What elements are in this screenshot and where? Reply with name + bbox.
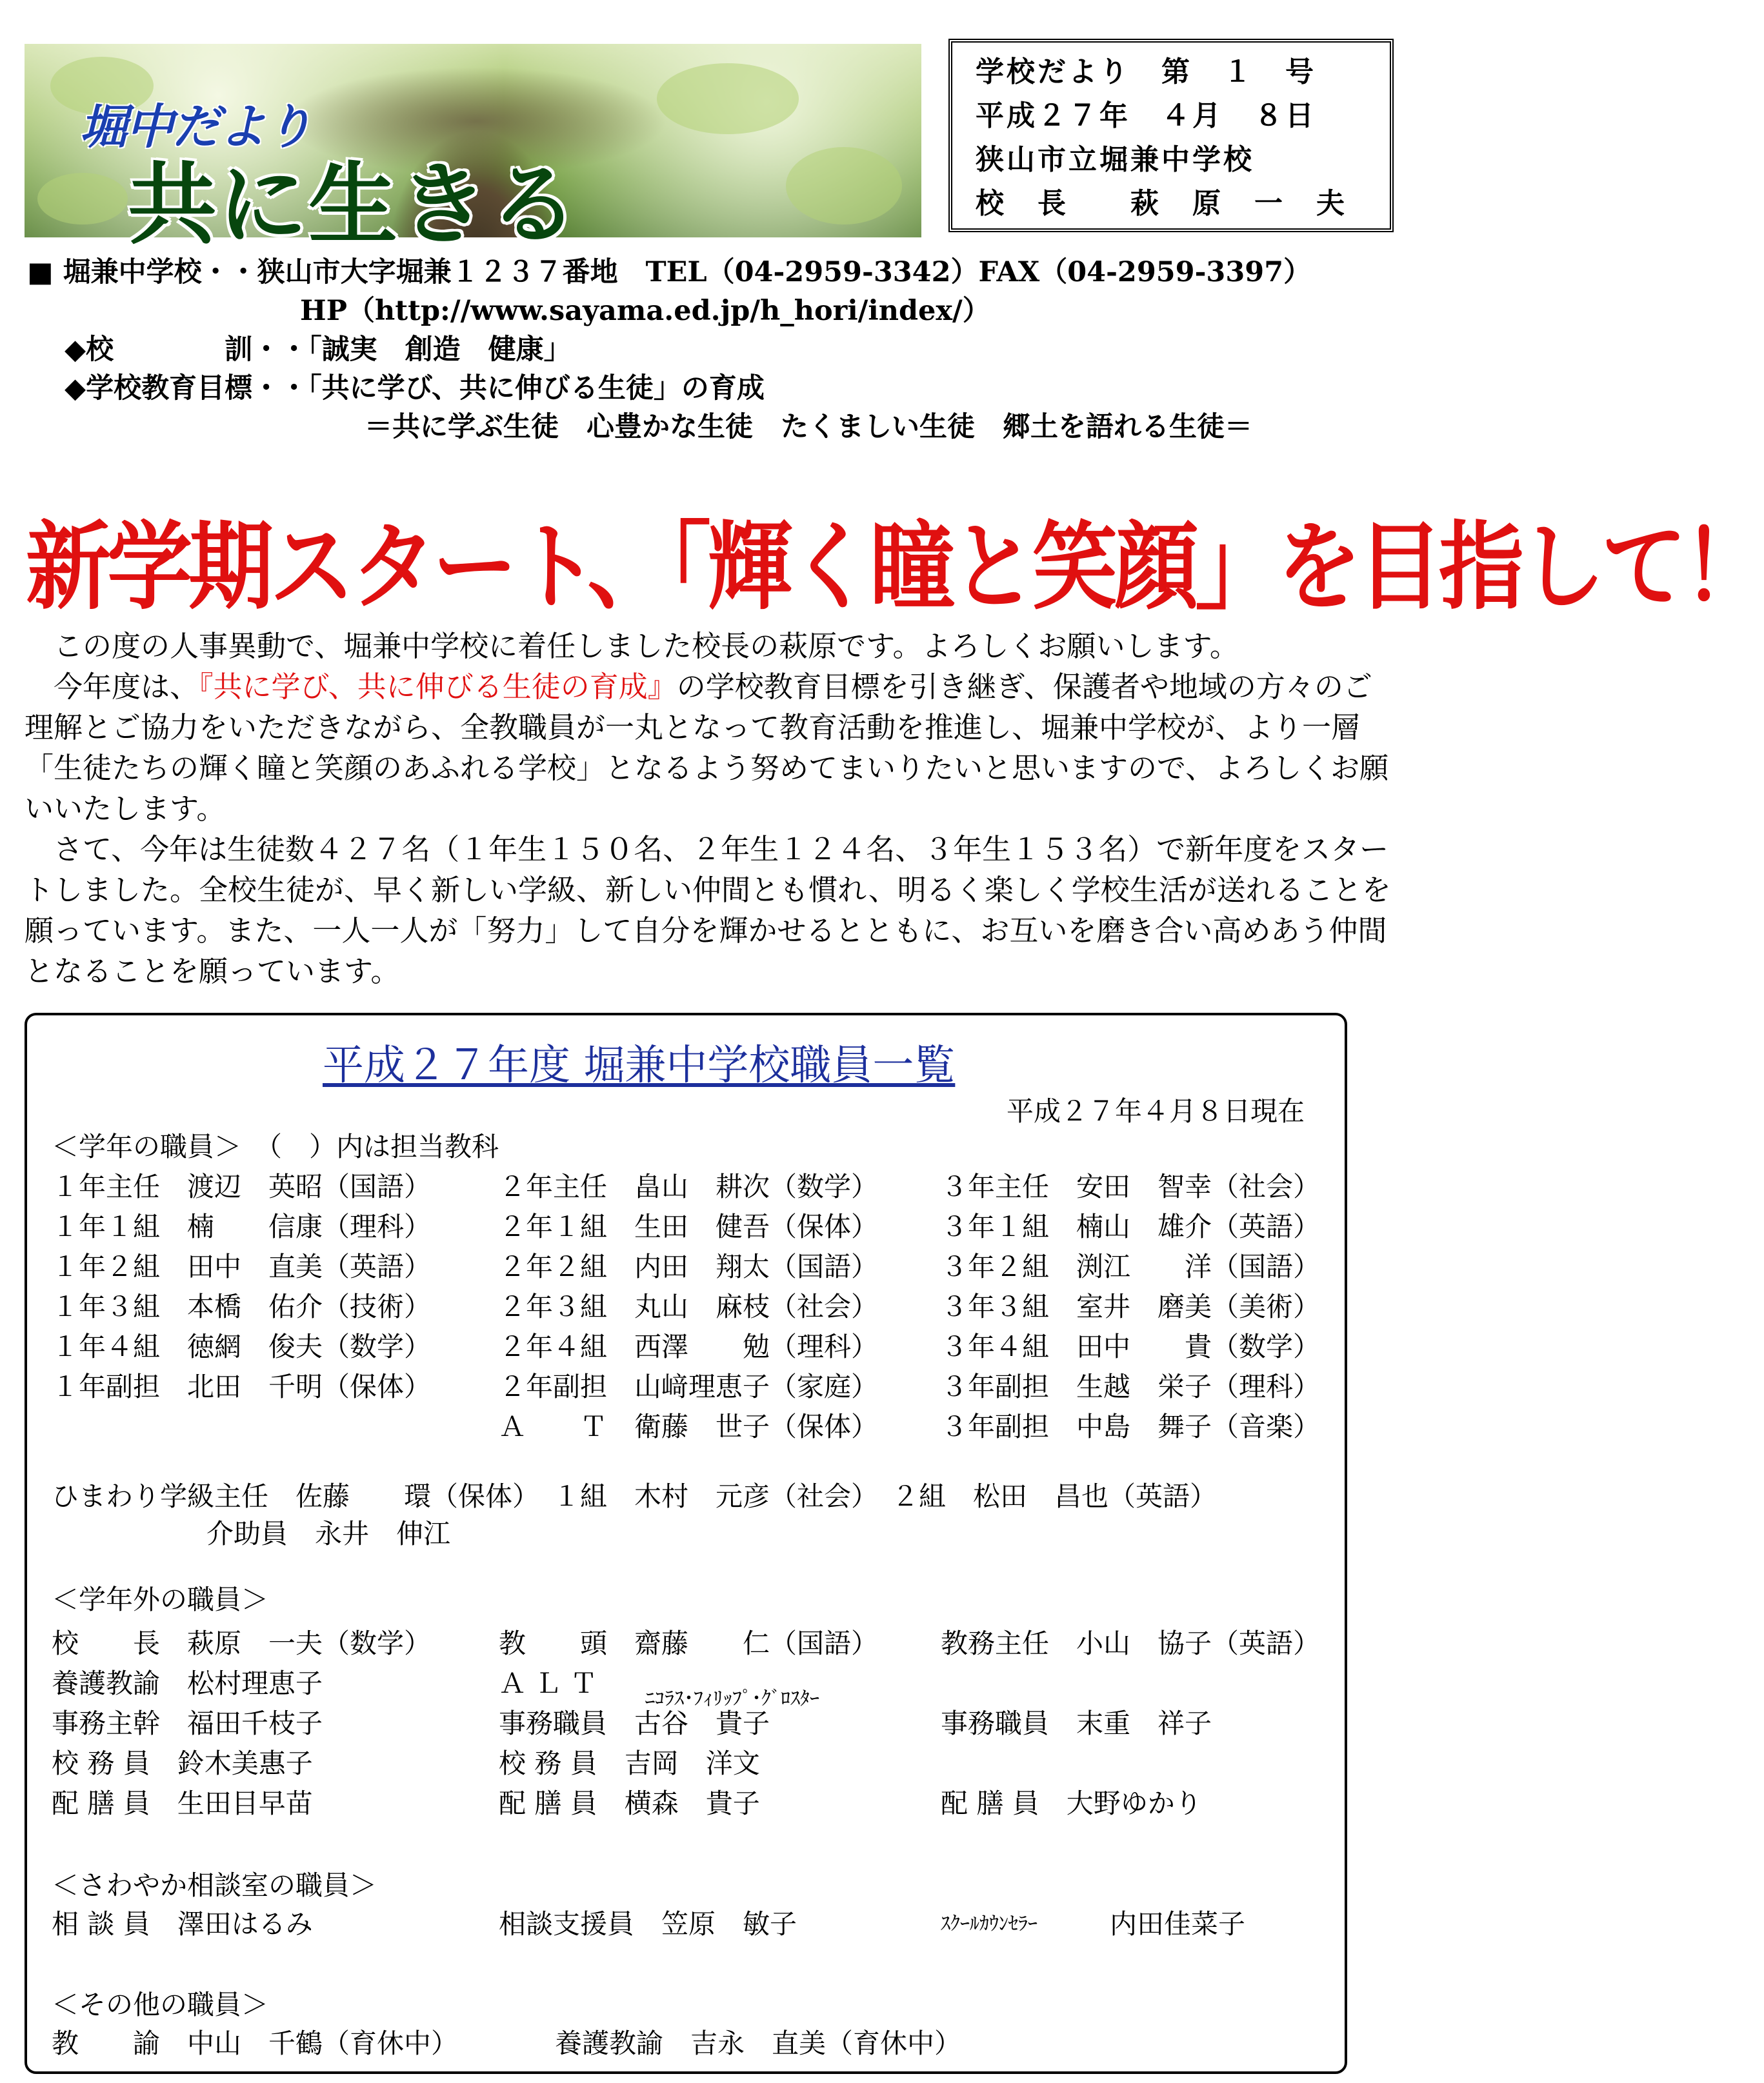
grade-staff-cell: ２年主任 畠山 耕次（数学） [499, 1171, 879, 1202]
grade-staff-cell: ２年４組 西澤 勉（理科） [499, 1331, 879, 1362]
paragraph-greeting: この度の人事異動で、堀兼中学校に着任しました校長の萩原です。よろしくお願いします。 [25, 629, 1239, 663]
principal-name: 校 長 萩 原 一 夫 [976, 187, 1347, 220]
other-staff-cell: 養護教諭 松村理恵子 [52, 1668, 323, 1699]
grade-staff-cell: １年３組 本橋 佑介（技術） [52, 1291, 432, 1322]
alt-name: ﾆｺﾗｽ･ﾌｨﾘｯﾌﾟ･ｸﾞﾛｽﾀｰ [645, 1688, 819, 1710]
paragraph-goals [25, 666, 1392, 829]
other-staff-cell: 事務職員 末重 祥子 [941, 1708, 1212, 1739]
staff-list-title: 平成２７年度 堀兼中学校職員一覧 [323, 1042, 956, 1090]
grade-staff-cell: １年２組 田中 直美（英語） [52, 1251, 432, 1282]
education-goal-detail: ＝共に学ぶ生徒 心豊かな生徒 たくましい生徒 郷土を語れる生徒＝ [365, 411, 1252, 443]
school-counselor-label: ｽｸｰﾙｶｳﾝｾﾗｰ [941, 1913, 1037, 1935]
school-homepage[interactable]: HP（http://www.sayama.ed.jp/h_hori/index/） [300, 295, 990, 327]
misc-staff-1: 教 諭 中山 千鶴（育休中） [52, 2028, 459, 2059]
banner-image [25, 44, 921, 257]
school-name: 狭山市立堀兼中学校 [976, 143, 1254, 176]
other-staff-cell: 校 長 萩原 一夫（数学） [52, 1628, 432, 1659]
staff-list-date: 平成２７年４月８日現在 [1007, 1095, 1305, 1127]
misc-staff-2: 養護教諭 吉永 直美（育休中） [555, 2028, 962, 2059]
grade-staff-cell: ３年２組 渕江 洋（国語） [941, 1251, 1321, 1282]
grade-staff-cell: ２年２組 内田 翔太（国語） [499, 1251, 879, 1282]
school-motto: ◆校 訓・・「誠実 創造 健康」 [65, 334, 572, 366]
grade-staff-cell: ２年１組 生田 健吾（保体） [499, 1211, 879, 1242]
grade-staff-cell: １年１組 楠 信康（理科） [52, 1211, 432, 1242]
grade-staff-cell: ２年副担 山﨑理恵子（家庭） [499, 1371, 879, 1402]
sawayaka-counselor: 相 談 員 澤田はるみ [52, 1908, 313, 1940]
other-staff-header: ＜学年外の職員＞ [52, 1584, 269, 1615]
education-goal: ◆学校教育目標・・「共に学び、共に伸びる生徒」の育成 [65, 372, 765, 404]
grade-staff-cell: ３年主任 安田 智幸（社会） [941, 1171, 1321, 1202]
grade-staff-cell: ３年３組 室井 磨美（美術） [941, 1291, 1321, 1322]
issue-date: 平成２７年 ４月 ８日 [976, 99, 1316, 132]
newsletter-name: 堀中だより [79, 99, 312, 155]
other-staff-cell: 配 膳 員 生田目早苗 [52, 1788, 313, 1819]
goal-highlight: 『共に学び、共に伸びる生徒の育成』 [199, 670, 677, 704]
issue-info-box [948, 39, 1394, 232]
other-staff-cell: 教 頭 齋藤 仁（国語） [499, 1628, 879, 1659]
issue-number: 学校だより 第 １ 号 [976, 55, 1316, 88]
grade-staff-cell: １年副担 北田 千明（保体） [52, 1371, 432, 1402]
headline: 新学期スタート、「輝く瞳と笑顔」を目指して！ [26, 512, 1764, 623]
misc-staff-header: ＜その他の職員＞ [52, 1989, 269, 2020]
grade-staff-cell: ３年１組 楠山 雄介（英語） [941, 1211, 1321, 1242]
grade-staff-cell: １年４組 徳網 俊夫（数学） [52, 1331, 432, 1362]
paragraph-goals-text: の学校教育目標を引き継ぎ、保護者や地域の方々のご理解とご協力をいただきながら、全教職員が一丸となって教育活動を推進し、堀兼中学校が、より一層「生徒たちの輝く瞳と笑顔のあふれる学校」となるよう努めてまいりたいと思いますので、よろしくお願いいたします。 [25, 670, 1389, 826]
school-counselor-name: 内田佳菜子 [1110, 1908, 1246, 1940]
himawari-aide: 介助員 永井 伸江 [206, 1518, 451, 1550]
other-staff-cell: 事務職員 古谷 貴子 [499, 1708, 770, 1739]
grade-staff-cell: １年主任 渡辺 英昭（国語） [52, 1171, 432, 1202]
paragraph-students: さて、今年は生徒数４２７名（１年生１５０名、２年生１２４名、３年生１５３名）で新年度をスタートしました。全校生徒が、早く新しい学級、新しい仲間とも慣れ、明るく楽しく学校生活が送れることを願っています。また、一人一人が「努力」して自分を輝かせるとともに、お互いを磨き合い高めあう仲間となることを願っています。 [25, 832, 1391, 988]
grade-staff-cell: Ａ Ｔ 衛藤 世子（保体） [499, 1411, 879, 1442]
other-staff-cell: 校 務 員 吉岡 洋文 [499, 1748, 760, 1779]
other-staff-cell: 校 務 員 鈴木美惠子 [52, 1748, 313, 1779]
newsletter-title: 共に生きる [128, 153, 580, 257]
grade-staff-cell: ３年副担 中島 舞子（音楽） [941, 1411, 1321, 1442]
himawari-staff: ひまわり学級主任 佐藤 環（保体） １組 木村 元彦（社会） ２組 松田 昌也（英語） [52, 1480, 1218, 1512]
sawayaka-support: 相談支援員 笠原 敏子 [499, 1908, 797, 1940]
other-staff-cell: 配 膳 員 横森 貴子 [499, 1788, 760, 1819]
other-staff-cell: 教務主任 小山 協子（英語） [941, 1628, 1321, 1659]
grade-staff-cell: ３年４組 田中 貴（数学） [941, 1331, 1321, 1362]
school-address: ■ 堀兼中学校・・狭山市大字堀兼１２３７番地 TEL（04-2959-3342）FAX（04-2959-3397） [27, 256, 1312, 288]
paragraph-goals-lead: 今年度は、 [25, 670, 199, 704]
other-staff-cell: Ａ Ｌ Ｔ [499, 1668, 625, 1699]
grade-staff-header: ＜学年の職員＞ （ ）内は担当教科 [52, 1131, 499, 1162]
other-staff-cell: 配 膳 員 大野ゆかり [941, 1788, 1202, 1819]
sawayaka-header: ＜さわやか相談室の職員＞ [52, 1869, 377, 1901]
grade-staff-cell: ３年副担 生越 栄子（理科） [941, 1371, 1321, 1402]
grade-staff-cell: ２年３組 丸山 麻枝（社会） [499, 1291, 879, 1322]
other-staff-cell: 事務主幹 福田千枝子 [52, 1708, 323, 1739]
